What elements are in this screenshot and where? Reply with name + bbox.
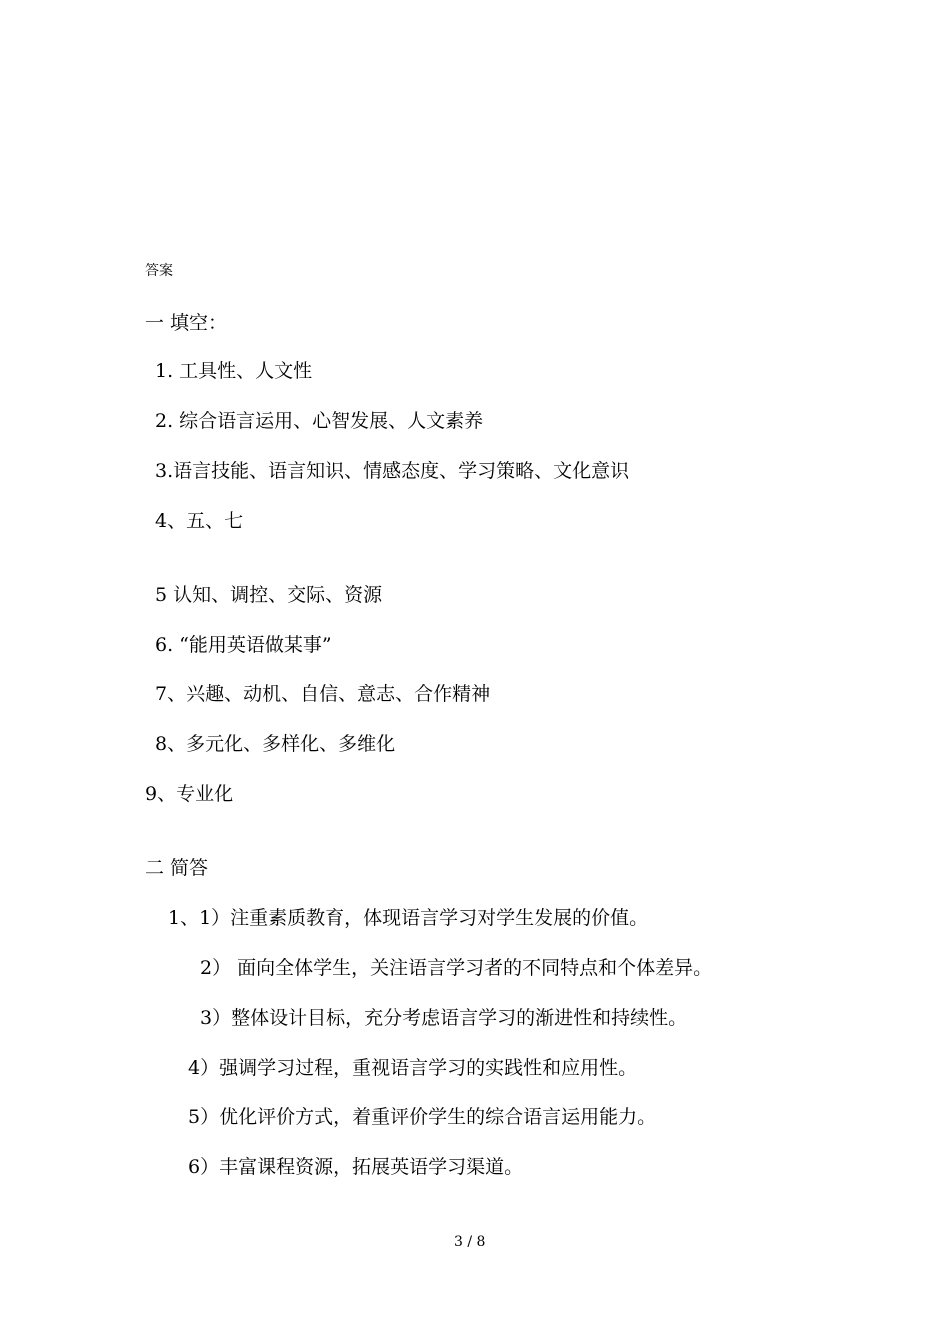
fill-blank-item-8: 8、多元化、多样化、多维化 — [155, 733, 396, 755]
fill-blank-item-4: 4、五、七 — [155, 510, 244, 532]
fill-blank-item-9: 9、专业化 — [145, 783, 234, 805]
short-answer-item-6: 6）丰富课程资源，拓展英语学习渠道。 — [188, 1156, 524, 1178]
section-heading-fill-blank: 一 填空： — [145, 312, 228, 334]
fill-blank-item-7: 7、兴趣、动机、自信、意志、合作精神 — [155, 683, 491, 705]
fill-blank-item-1: 1. 工具性、人文性 — [155, 360, 313, 382]
short-answer-item-3: 3）整体设计目标，充分考虑语言学习的渐进性和持续性。 — [200, 1007, 688, 1029]
short-answer-item-5: 5）优化评价方式，着重评价学生的综合语言运用能力。 — [188, 1106, 657, 1128]
fill-blank-item-2: 2. 综合语言运用、心智发展、人文素养 — [155, 410, 484, 432]
short-answer-item-4: 4）强调学习过程，重视语言学习的实践性和应用性。 — [188, 1057, 638, 1079]
short-answer-item-1: 1、1）注重素质教育，体现语言学习对学生发展的价值。 — [168, 907, 649, 929]
fill-blank-item-6: 6. “能用英语做某事” — [155, 634, 332, 656]
fill-blank-item-5: 5 认知、调控、交际、资源 — [155, 584, 383, 606]
short-answer-item-2: 2） 面向全体学生，关注语言学习者的不同特点和个体差异。 — [200, 957, 713, 979]
fill-blank-item-3: 3.语言技能、语言知识、情感态度、学习策略、文化意识 — [155, 460, 630, 482]
answer-title: 答案 — [145, 263, 173, 279]
section-heading-short-answer: 二 简答 — [145, 857, 209, 879]
page-number: 3 / 8 — [454, 1234, 486, 1250]
